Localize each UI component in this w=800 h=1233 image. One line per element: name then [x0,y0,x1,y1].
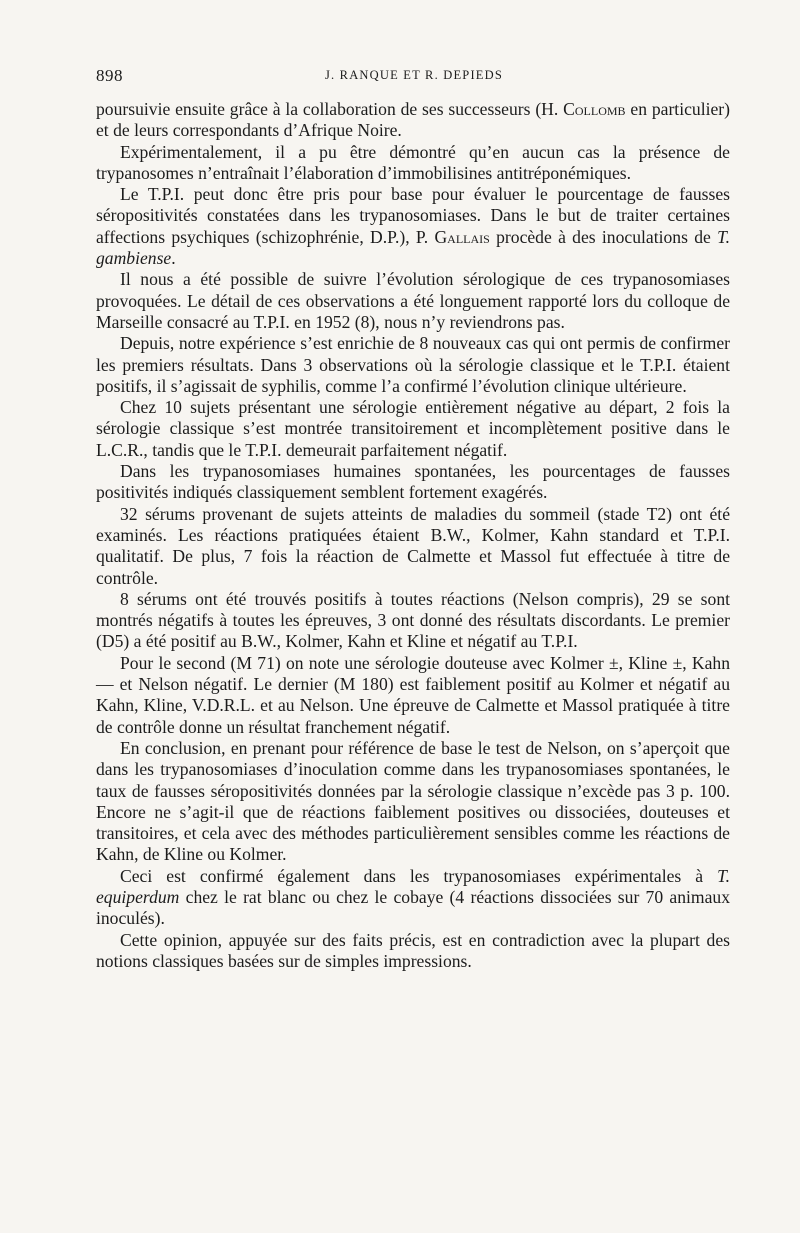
paragraph-12 [96,866,730,930]
text-run: procède à des inoculations de [489,226,718,247]
text-run: poursuivie ensuite grâce à la collaboration de ses successeurs (H. [96,99,564,119]
author-name-gallais: Gallais [434,226,490,247]
text-run: en particulier) et de leurs correspondants d’Afrique Noire. [96,99,730,141]
species-name: T. equiperdum [96,865,730,907]
paragraph-9: 8 sérums ont été trouvés positifs à toutes réactions (Nelson compris), 29 se sont montrés négatifs à toutes les épreuves, 3 ont donné des résultats discordants. Le premier (D5) a été positif au B.W., Kolmer, Kahn et Kline et négatif au T.P.I. [96,588,730,652]
text-run: Le T.P.I. peut donc être pris pour base pour évaluer le pourcentage de fausses séropositivités constatées dans les trypanosomiases. Dans le but de traiter certaines affections psychiques (schizophrénie, D.P.), P. [96,184,730,247]
paragraph-8: 32 sérums provenant de sujets atteints de maladies du sommeil (stade T2) ont été examinés. Les réactions pratiquées étaient B.W., Kolmer, Kahn standard et T.P.I. qualitatif. De plus, 7 fois la réaction de Calmette et Massol fut effectuée à titre de contrôle. [96,503,730,588]
paragraph-7: Dans les trypanosomiases humaines spontanées, les pourcentages de fausses positivités indiqués classiquement semblent fortement exagérés. [96,461,730,503]
paragraph-3 [96,184,730,269]
species-name: T. gambiense [96,226,730,269]
body-text [96,99,730,972]
paragraph-11: En conclusion, en prenant pour référence de base le test de Nelson, on s’aperçoit que dans les trypanosomiases d’inoculation comme dans les trypanosomiases spontanées, le taux de fausses séropositivités données par la sérologie classique n’excède pas 3 p. 100. Encore ne s’agit-il que de réactions faiblement positives ou dissociées, douteuses et transitoires, et cela avec des méthodes particulièrement sensibles comme les réactions de Kahn, de Kline ou Kolmer. [96,737,730,865]
text-run: Ceci est confirmé également dans les trypanosomiases expérimentales à [120,865,718,886]
paragraph-13: Cette opinion, appuyée sur des faits précis, est en contradiction avec la plupart des notions classiques basées sur de simples impressions. [96,929,730,971]
text-run: . [171,248,176,269]
page-number: 898 [96,66,123,85]
running-head: J. RANQUE ET R. DEPIEDS [324,68,504,82]
paragraph-6: Chez 10 sujets présentant une sérologie entièrement négative au départ, 2 fois la sérologie classique s’est montrée transitoirement et incomplètement positive dans le L.C.R., tandis que le T.P.I. demeurait parfaitement négatif. [96,397,730,460]
paragraph-1 [96,99,730,142]
author-name-collomb: Collomb [563,99,626,119]
paragraph-2: Expérimentalement, il a pu être démontré qu’en aucun cas la présence de trypanosomes n’entraînait l’élaboration d’immobilisines antitréponémiques. [96,141,730,183]
paragraph-5: Depuis, notre expérience s’est enrichie de 8 nouveaux cas qui ont permis de confirmer les premiers résultats. Dans 3 observations où la sérologie classique et le T.P.I. étaient positifs, il s’agissait de syphilis, comme l’a confirmé l’évolution clinique ultérieure. [96,333,730,396]
page-header [96,66,732,88]
paragraph-10: Pour le second (M 71) on note une sérologie douteuse avec Kolmer ±, Kline ±, Kahn — et Nelson négatif. Le dernier (M 180) est faiblement positif au Kolmer et négatif au Kahn, Kline, V.D.R.L. et au Nelson. Une épreuve de Calmette et Massol pratiquée à titre de contrôle donne un résultat franchement négatif. [96,652,730,737]
paragraph-4: Il nous a été possible de suivre l’évolution sérologique de ces trypanosomiases provoquées. Le détail de ces observations a été longuement rapporté lors du colloque de Marseille consacré au T.P.I. en 1952 (8), nous n’y reviendrons pas. [96,269,730,332]
text-run: chez le rat blanc ou chez le cobaye (4 réactions dissociées sur 70 animaux inoculés). [96,886,730,929]
